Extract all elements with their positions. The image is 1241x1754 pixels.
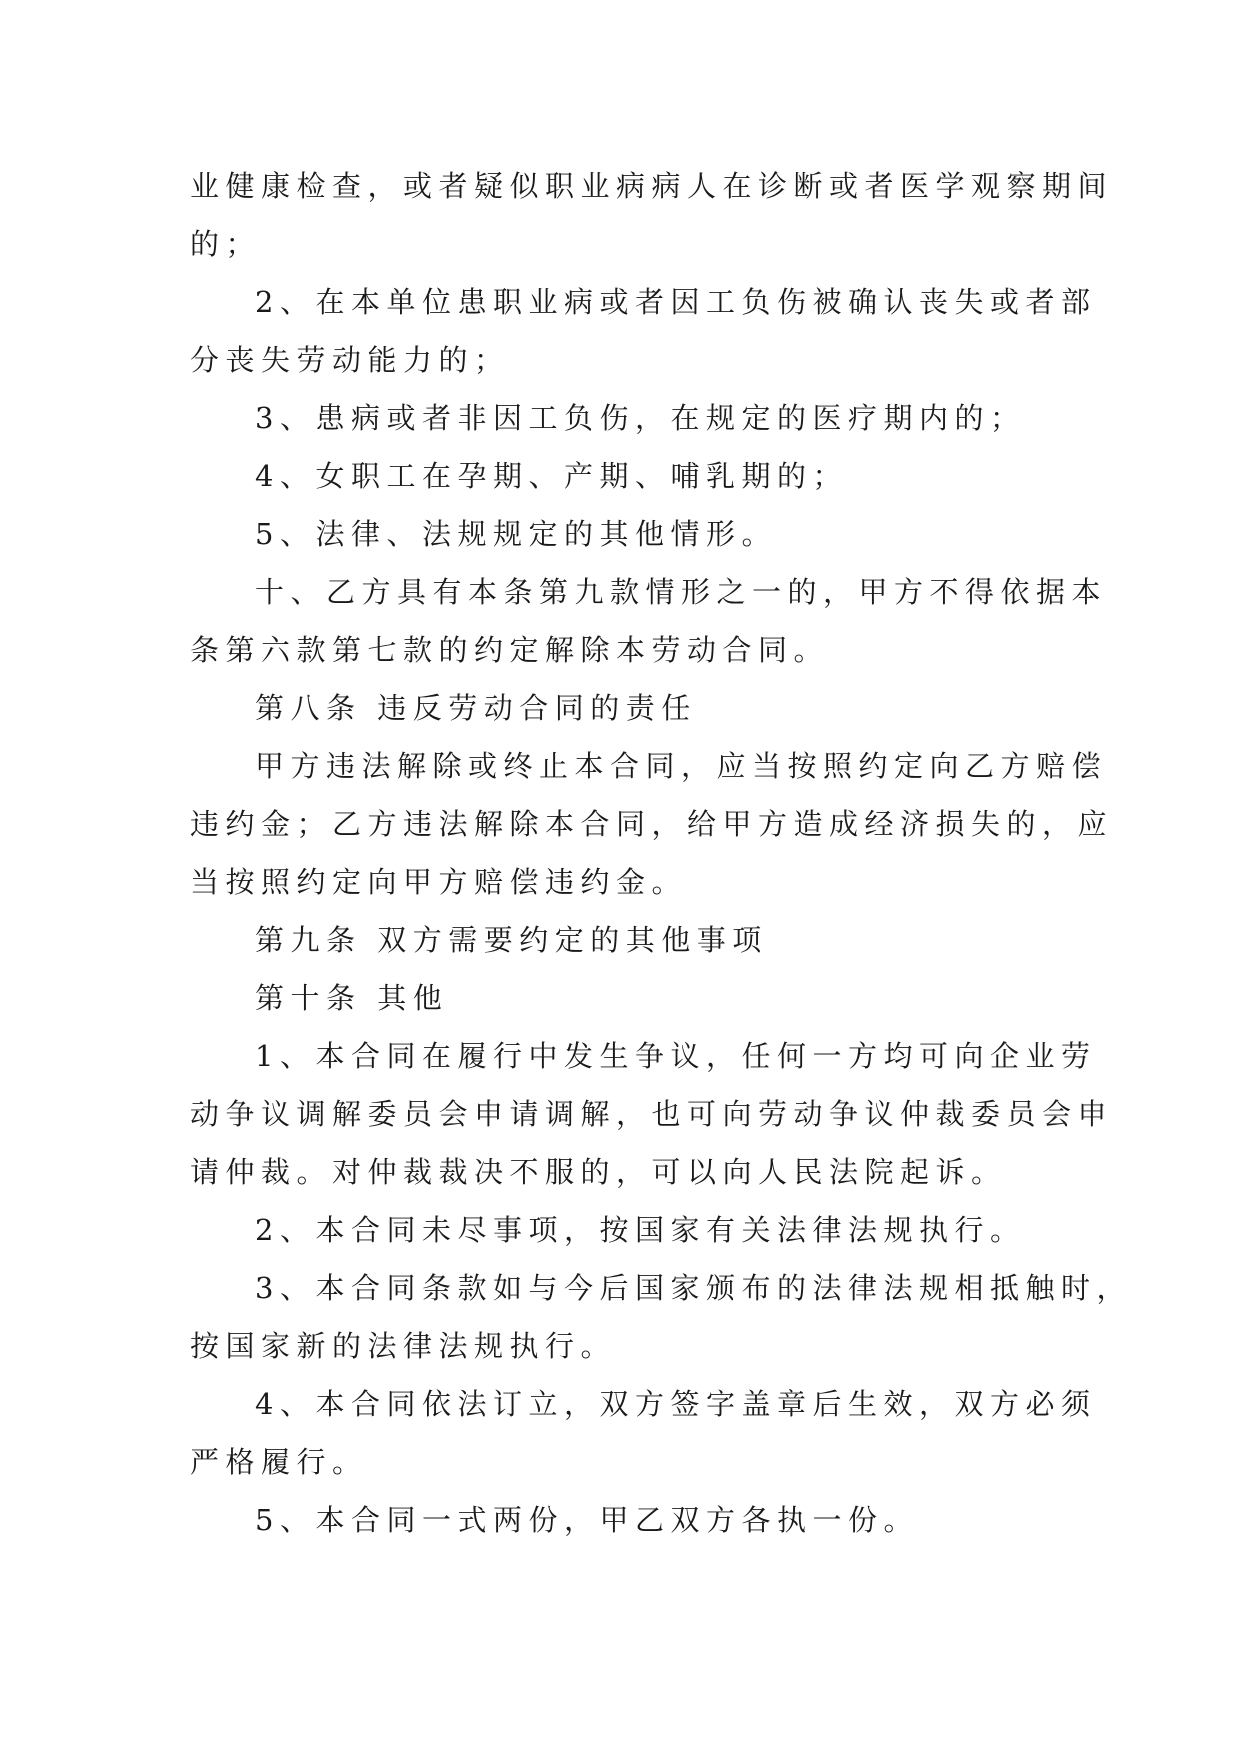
list-item-3: 3、患病或者非因工负伤，在规定的医疗期内的；	[255, 401, 1026, 435]
body-text-line: 请仲裁。对仲裁裁决不服的，可以向人民法院起诉。	[190, 1155, 1007, 1189]
article-eight-heading: 第八条 违反劳动合同的责任	[255, 691, 697, 725]
list-item-5: 5、本合同一式两份，甲乙双方各执一份。	[255, 1503, 919, 1537]
article-nine-heading: 第九条 双方需要约定的其他事项	[255, 923, 768, 957]
list-item-3: 3、本合同条款如与今后国家颁布的法律法规相抵触时，	[255, 1271, 1132, 1305]
body-text-line: 动争议调解委员会申请调解，也可向劳动争议仲裁委员会申	[190, 1097, 1114, 1131]
body-text-line: 的；	[190, 227, 262, 261]
list-item-4: 4、本合同依法订立，双方签字盖章后生效，双方必须	[255, 1387, 1097, 1421]
body-text-line: 甲方违法解除或终止本合同，应当按照约定向乙方赔偿	[255, 749, 1108, 783]
body-text-line: 违约金；乙方违法解除本合同，给甲方造成经济损失的，应	[190, 807, 1114, 841]
body-text-line: 条第六款第七款的约定解除本劳动合同。	[190, 633, 830, 667]
clause-ten: 十、乙方具有本条第九款情形之一的，甲方不得依据本	[255, 575, 1108, 609]
list-item-2: 2、本合同未尽事项，按国家有关法律法规执行。	[255, 1213, 1026, 1247]
body-text-line: 按国家新的法律法规执行。	[190, 1329, 617, 1363]
article-ten-heading: 第十条 其他	[255, 981, 449, 1015]
body-text-line: 业健康检查，或者疑似职业病病人在诊断或者医学观察期间	[190, 169, 1114, 203]
body-text-line: 严格履行。	[190, 1445, 368, 1479]
list-item-5: 5、法律、法规规定的其他情形。	[255, 517, 777, 551]
body-text-line: 分丧失劳动能力的；	[190, 343, 510, 377]
list-item-4: 4、女职工在孕期、产期、哺乳期的；	[255, 459, 848, 493]
body-text-line: 当按照约定向甲方赔偿违约金。	[190, 865, 688, 899]
list-item-1: 1、本合同在履行中发生争议，任何一方均可向企业劳	[255, 1039, 1097, 1073]
list-item-2: 2、在本单位患职业病或者因工负伤被确认丧失或者部	[255, 285, 1097, 319]
